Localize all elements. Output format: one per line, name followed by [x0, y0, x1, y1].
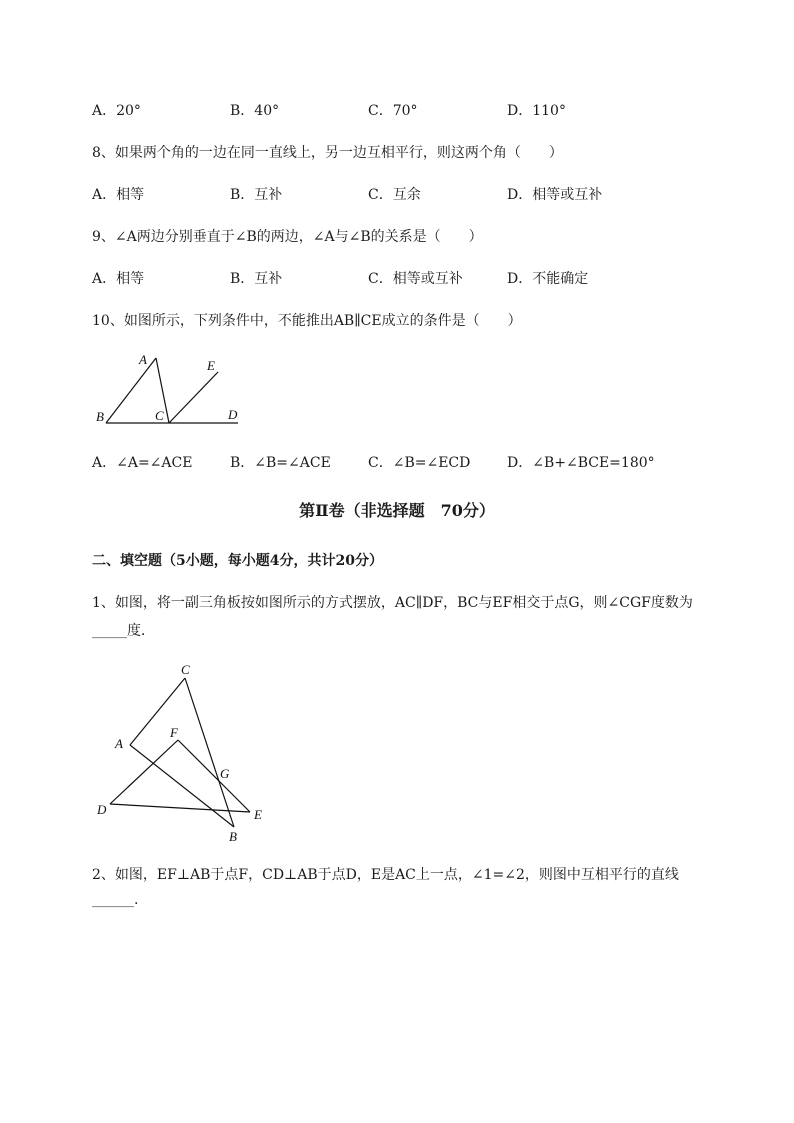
q10-options [92, 452, 712, 472]
fill1-label-d: D [97, 802, 107, 817]
q10-option-a[interactable]: A．∠A=∠ACE [92, 455, 193, 471]
section2-heading: 二、填空题（5小题，每小题4分，共计20分） [92, 553, 383, 569]
q10-option-b[interactable]: B．∠B=∠ACE [230, 455, 331, 471]
fill1-label-b: B [229, 829, 237, 844]
q10-option-c[interactable]: C．∠B=∠ECD [368, 455, 471, 471]
q9-option-b[interactable]: B．互补 [230, 271, 283, 287]
q10-option-d[interactable]: D．∠B+∠BCE=180° [507, 455, 655, 471]
fill1-figure [92, 660, 282, 850]
q7-option-b[interactable]: B．40° [230, 103, 280, 119]
fill1-label-g: G [220, 766, 230, 781]
q10-label-a: A [139, 352, 147, 367]
q8-option-b[interactable]: B．互补 [230, 187, 283, 203]
q8-question-text: 8、如果两个角的一边在同一直线上，另一边互相平行，则这两个角（ ） [92, 145, 563, 161]
fill1-segment-ab [130, 745, 234, 827]
q9-option-c[interactable]: C．相等或互补 [368, 271, 463, 287]
q10-segment-ce [169, 372, 218, 423]
q7-options [92, 100, 712, 120]
part2-title: 第Ⅱ卷（非选择题 70分） [299, 501, 495, 520]
q9-option-d[interactable]: D．不能确定 [507, 271, 589, 287]
q7-option-c[interactable]: C．70° [368, 103, 418, 119]
q9-option-a[interactable]: A．相等 [92, 271, 145, 287]
fill1-segment-fe [178, 740, 250, 812]
q10-segment-ab [106, 358, 156, 423]
q8-options [92, 184, 712, 204]
q10-label-d: D [228, 407, 238, 422]
fill1-label-c: C [181, 662, 190, 677]
fill1-label-a: A [115, 736, 123, 751]
q10-label-e: E [207, 358, 215, 373]
q8-option-a[interactable]: A．相等 [92, 187, 145, 203]
q8-option-c[interactable]: C．互余 [368, 187, 421, 203]
q8-option-d[interactable]: D．相等或互补 [507, 187, 603, 203]
q9-options [92, 268, 712, 288]
q10-label-b: B [96, 409, 104, 424]
fill1-label-f: F [170, 725, 178, 740]
fill1-question-line1: 1、如图，将一副三角板按如图所示的方式摆放，AC∥DF，BC与EF相交于点G，则∠CGF度数为 [92, 595, 693, 611]
q7-option-d[interactable]: D．110° [507, 103, 566, 119]
fill2-question-line1: 2、如图，EF⊥AB于点F，CD⊥AB于点D，E是AC上一点，∠1=∠2，则图中互相平行的直线 [92, 867, 679, 883]
fill1-question-line2: _____度． [92, 623, 155, 639]
fill1-label-e: E [254, 807, 262, 822]
q9-question-text: 9、∠A两边分别垂直于∠B的两边，∠A与∠B的关系是（ ） [92, 229, 483, 245]
fill1-segment-de [110, 804, 250, 812]
q7-option-a[interactable]: A．20° [92, 103, 141, 119]
q10-question-text: 10、如图所示，下列条件中，不能推出AB∥CE成立的条件是（ ） [92, 313, 522, 329]
fill2-question-line2: ______. [92, 892, 139, 908]
fill1-segment-cb [185, 678, 234, 827]
q10-figure [92, 350, 252, 430]
q10-label-c: C [155, 408, 164, 423]
